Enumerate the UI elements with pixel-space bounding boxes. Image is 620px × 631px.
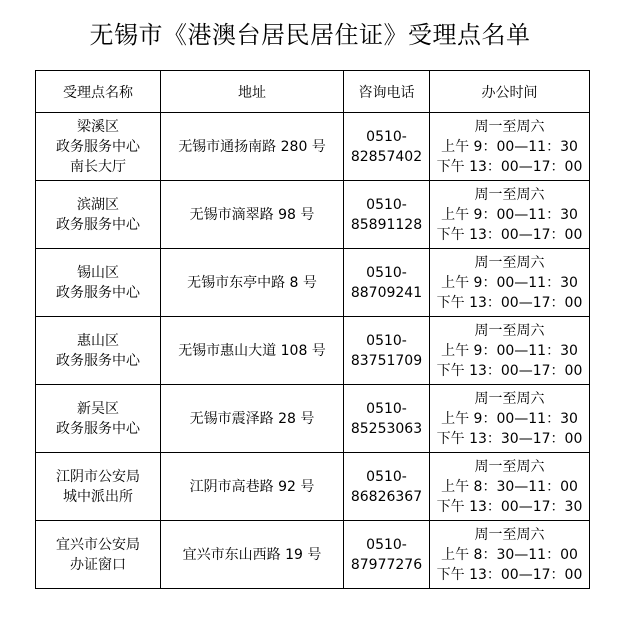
hours-cell [430, 113, 590, 181]
point-name-line: 办证窗口 [70, 556, 126, 573]
phone-line: 85891128 [350, 216, 423, 233]
table-row [36, 113, 590, 181]
table-header-row [36, 71, 590, 113]
hours-line: 上午 8：30—11：00 [441, 478, 578, 495]
hours-line: 下午 13：30—17：00 [436, 430, 583, 447]
column-header-name: 受理点名称 [36, 71, 161, 113]
hours-line: 上午 9：00—11：30 [441, 206, 578, 223]
table-row [36, 181, 590, 249]
point-name-line: 政务服务中心 [56, 420, 140, 437]
phone-line: 82857402 [350, 148, 423, 165]
phone-line: 85253063 [350, 420, 423, 437]
phone-line: 0510- [366, 128, 407, 145]
table-row [36, 385, 590, 453]
point-name-line: 新吴区 [77, 400, 119, 417]
hours-line: 下午 13：00—17：00 [436, 294, 583, 311]
point-name-cell [36, 181, 161, 249]
phone-line: 87977276 [350, 556, 423, 573]
hours-line: 上午 9：00—11：30 [441, 342, 578, 359]
hours-cell [430, 249, 590, 317]
phone-line: 86826367 [350, 488, 423, 505]
phone-line: 0510- [366, 400, 407, 417]
point-name-cell [36, 385, 161, 453]
column-header-phone: 咨询电话 [344, 71, 430, 113]
phone-cell [344, 385, 430, 453]
column-header-address: 地址 [161, 71, 344, 113]
point-name-line: 城中派出所 [63, 488, 133, 505]
phone-cell [344, 249, 430, 317]
hours-line: 下午 13：00—17：00 [436, 362, 583, 379]
table-row [36, 249, 590, 317]
point-name-cell [36, 113, 161, 181]
point-name-line: 滨湖区 [77, 196, 119, 213]
phone-line: 0510- [366, 332, 407, 349]
hours-line: 下午 13：00—17：00 [436, 158, 583, 175]
hours-line: 下午 13：00—17：30 [436, 498, 583, 515]
hours-line: 上午 9：00—11：30 [441, 138, 578, 155]
hours-line: 上午 9：00—11：30 [441, 274, 578, 291]
point-name-line: 锡山区 [77, 264, 119, 281]
address-cell [161, 385, 344, 453]
phone-line: 83751709 [350, 352, 423, 369]
address-cell [161, 521, 344, 589]
point-name-line: 南长大厅 [70, 158, 126, 175]
phone-cell [344, 113, 430, 181]
address-cell [161, 317, 344, 385]
point-name-line: 政务服务中心 [56, 138, 140, 155]
hours-line: 周一至周六 [474, 390, 545, 407]
address-text: 无锡市滴翠路 98 号 [189, 206, 315, 223]
table-row [36, 317, 590, 385]
phone-line: 0510- [366, 264, 407, 281]
table-row [36, 521, 590, 589]
hours-cell [430, 453, 590, 521]
hours-line: 下午 13：00—17：00 [436, 226, 583, 243]
phone-line: 0510- [366, 196, 407, 213]
address-cell [161, 249, 344, 317]
address-cell [161, 113, 344, 181]
hours-cell [430, 317, 590, 385]
hours-line: 周一至周六 [474, 526, 545, 543]
address-text: 无锡市震泽路 28 号 [189, 410, 315, 427]
hours-cell [430, 181, 590, 249]
hours-line: 周一至周六 [474, 322, 545, 339]
address-text: 宜兴市东山西路 19 号 [182, 546, 322, 563]
hours-line: 周一至周六 [474, 458, 545, 475]
point-name-line: 宜兴市公安局 [56, 536, 140, 553]
phone-line: 0510- [366, 468, 407, 485]
point-name-line: 政务服务中心 [56, 216, 140, 233]
hours-cell [430, 385, 590, 453]
table-body [36, 113, 590, 589]
address-text: 无锡市东亭中路 8 号 [187, 274, 317, 291]
point-name-cell [36, 317, 161, 385]
hours-line: 上午 9：00—11：30 [441, 410, 578, 427]
column-header-hours: 办公时间 [430, 71, 590, 113]
point-name-line: 江阴市公安局 [56, 468, 140, 485]
phone-cell [344, 453, 430, 521]
address-cell [161, 181, 344, 249]
hours-cell [430, 521, 590, 589]
hours-line: 周一至周六 [474, 186, 545, 203]
point-name-line: 政务服务中心 [56, 352, 140, 369]
phone-line: 88709241 [350, 284, 423, 301]
document-title: 无锡市《港澳台居民居住证》受理点名单 [89, 21, 531, 49]
point-name-cell [36, 453, 161, 521]
phone-line: 0510- [366, 536, 407, 553]
table-row [36, 453, 590, 521]
point-name-line: 惠山区 [77, 332, 119, 349]
acceptance-points-table [35, 70, 590, 589]
address-cell [161, 453, 344, 521]
point-name-line: 政务服务中心 [56, 284, 140, 301]
point-name-cell [36, 521, 161, 589]
point-name-line: 梁溪区 [77, 118, 119, 135]
address-text: 无锡市通扬南路 280 号 [178, 138, 326, 155]
phone-cell [344, 521, 430, 589]
hours-line: 周一至周六 [474, 118, 545, 135]
address-text: 无锡市惠山大道 108 号 [178, 342, 326, 359]
address-text: 江阴市高巷路 92 号 [189, 478, 315, 495]
hours-line: 上午 8：30—11：00 [441, 546, 578, 563]
phone-cell [344, 181, 430, 249]
hours-line: 下午 13：00—17：00 [436, 566, 583, 583]
point-name-cell [36, 249, 161, 317]
phone-cell [344, 317, 430, 385]
hours-line: 周一至周六 [474, 254, 545, 271]
